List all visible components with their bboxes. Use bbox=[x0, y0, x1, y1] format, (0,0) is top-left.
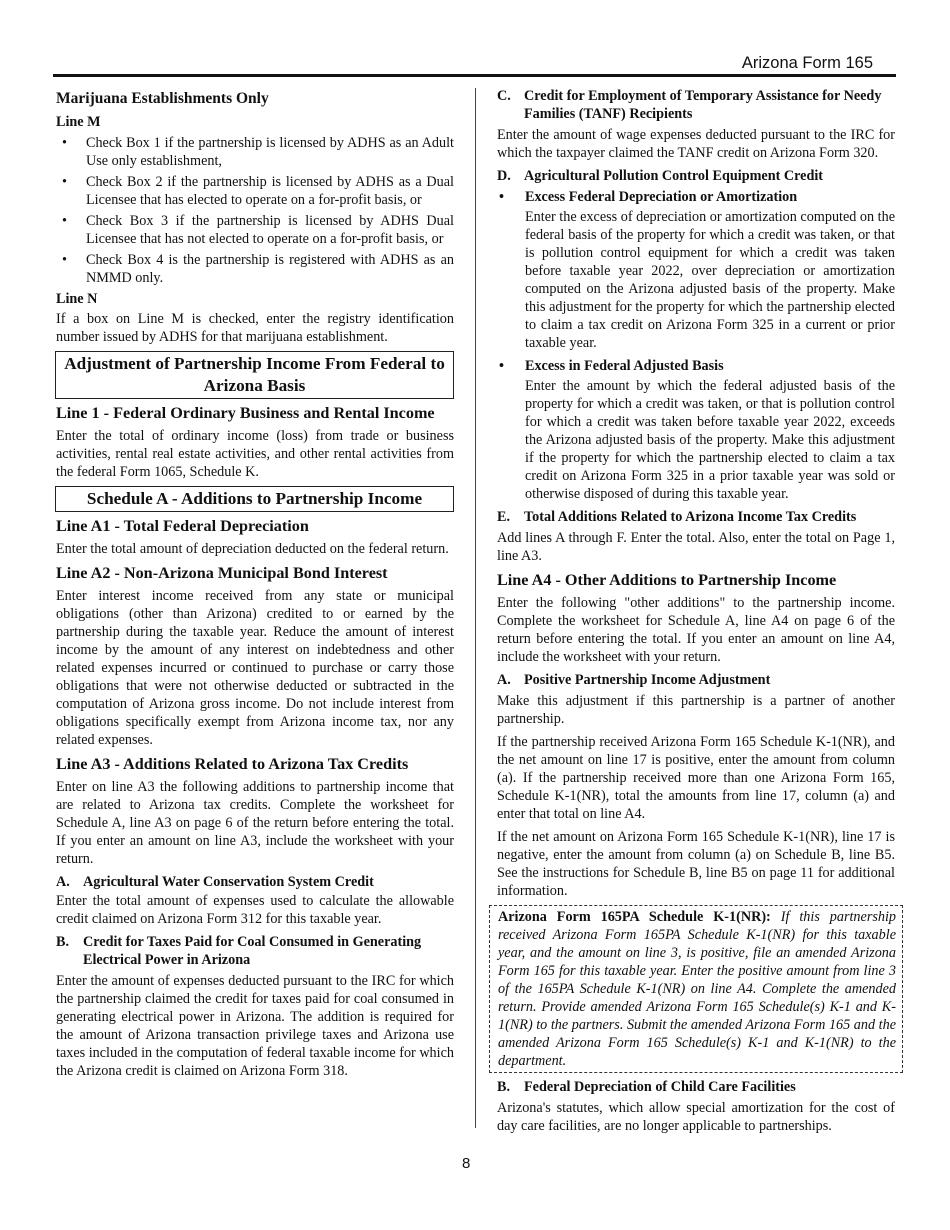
line-n-text: If a box on Line M is checked, enter the registry identification number issued by ADHS for that marijuana establishment. bbox=[56, 311, 454, 345]
line-n-heading: Line N bbox=[56, 291, 98, 307]
bullet-icon: • bbox=[499, 189, 504, 205]
item-b-text: Enter the amount of expenses deducted pursuant to the IRC for which the partnership claimed the credit for taxes paid for coal consumed in generating electrical power in Arizona. The addition is required for the amount of Arizona transaction privilege taxes and Arizona use taxes included in the computation of federal taxable income for which the Arizona credit is claimed on Arizona Form 318. bbox=[56, 973, 454, 1079]
a3-text: Enter on line A3 the following additions to partnership income that are related to Arizona tax credits. Complete the worksheet for Schedule A, line A3 on page 6 of the return before entering the total. If you enter an amount on line A3, include the worksheet with your return. bbox=[56, 779, 454, 867]
item-a-text: Enter the total amount of expenses used to calculate the allowable credit claimed on Arizona Form 312 for this taxable year. bbox=[56, 893, 454, 927]
item-e-heading: E. Total Additions Related to Arizona Income Tax Credits bbox=[497, 509, 857, 525]
a3-heading: Line A3 - Additions Related to Arizona Tax Credits bbox=[56, 755, 409, 773]
item-a-heading: A. Agricultural Water Conservation System Credit bbox=[56, 874, 374, 890]
ra-text-1: Make this adjustment if this partnership is a partner of another partnership. bbox=[497, 693, 895, 727]
list-item bbox=[56, 212, 454, 248]
header-rule bbox=[53, 74, 896, 77]
right-column bbox=[497, 87, 895, 1140]
a1-text: Enter the total amount of depreciation deducted on the federal return. bbox=[56, 541, 449, 557]
note-title: Arizona Form 165PA Schedule K-1(NR): bbox=[498, 909, 771, 925]
a4-text: Enter the following "other additions" to the partnership income. Complete the worksheet for Schedule A, line A4 on page 6 of the return before entering the total. If you enter an amount on line A4, include the worksheet with your return. bbox=[497, 595, 895, 665]
rb-text: Arizona's statutes, which allow special amortization for the cost of day care facilities, are no longer applicable to partnerships. bbox=[497, 1100, 895, 1134]
list-item bbox=[56, 134, 454, 170]
line1-heading: Line 1 - Federal Ordinary Business and Rental Income bbox=[56, 404, 435, 422]
d-bullet2-heading: • Excess in Federal Adjusted Basis bbox=[499, 358, 724, 374]
list-item-text: Check Box 2 if the partnership is licensed by ADHS as a Dual Licensee that has elected to operate on a for-profit basis, or bbox=[86, 174, 454, 208]
item-ra-heading: A. Positive Partnership Income Adjustment bbox=[497, 672, 771, 688]
item-b-heading: B. Credit for Taxes Paid for Coal Consumed in Generating Electrical Power in Arizona bbox=[56, 934, 422, 968]
list-item bbox=[56, 173, 454, 209]
page-number: 8 bbox=[462, 1155, 471, 1172]
bullet-icon: • bbox=[499, 358, 504, 374]
item-d-heading: D. Agricultural Pollution Control Equipment Credit bbox=[497, 168, 824, 184]
note-box bbox=[489, 905, 903, 1073]
item-c-text: Enter the amount of wage expenses deducted pursuant to the IRC for which the taxpayer claimed the TANF credit on Arizona Form 320. bbox=[497, 127, 895, 161]
bullet-icon: • bbox=[62, 135, 67, 151]
bullet-icon: • bbox=[62, 174, 67, 190]
list-item bbox=[56, 251, 454, 287]
d-bullet1-text: Enter the excess of depreciation or amortization computed on the federal basis of the property for which a credit was taken, or that is pollution control equipment for which a credit was taken before taxable year 2022, over depreciation or amortization computed on the Arizona adjusted basis of the property. Make this adjustment for the property for which the partnership elected to claim a tax credit on Arizona Form 325 in a current or prior taxable year. bbox=[525, 209, 895, 351]
adjustment-section-title: Adjustment of Partnership Income From Federal to Arizona Basis bbox=[55, 351, 454, 399]
note-text: If this partnership received Arizona Form 165PA Schedule K-1(NR) for this taxable year, and the amount on line 3, is positive, file an amended Arizona Form 165 for this taxable year. Enter the positive amount from line 3 of the 165PA Schedule K-1(NR) on line A4. Complete the amended return. Provide amended Arizona Form 165 Schedule(s) K-1 and K-1(NR) to the partners. Submit the amended Arizona Form 165 and the amended Arizona Form 165 Schedule(s) K-1 and K-1(NR) to the department. bbox=[498, 909, 896, 1069]
ra-text-2: If the partnership received Arizona Form 165 Schedule K-1(NR), and the net amount on line 17 is positive, enter the amount from column (a). If the partnership received more than one Arizona Form 165, Schedule K-1(NR), total the amounts from line 17, column (a) and enter that total on line A4. bbox=[497, 734, 895, 822]
bullet-icon: • bbox=[62, 252, 67, 268]
ra-text-3: If the net amount on Arizona Form 165 Schedule K-1(NR), line 17 is negative, enter the amount from column (a) on Schedule B, line B5. See the instructions for Schedule B, line B5 on page 11 for additional information. bbox=[497, 829, 895, 899]
d-bullet1-heading: • Excess Federal Depreciation or Amortization bbox=[499, 189, 798, 205]
item-e-text: Add lines A through F. Enter the total. Also, enter the total on Page 1, line A3. bbox=[497, 530, 895, 564]
item-c-heading: C. Credit for Employment of Temporary Assistance for Needy Families (TANF) Recipients bbox=[497, 88, 882, 122]
mj-heading: Marijuana Establishments Only bbox=[56, 90, 269, 107]
a4-heading: Line A4 - Other Additions to Partnership Income bbox=[497, 571, 837, 589]
item-rb-heading: B. Federal Depreciation of Child Care Facilities bbox=[497, 1079, 796, 1095]
list-item-text: Check Box 3 if the partnership is licensed by ADHS Dual Licensee that has not elected to operate on a for-profit basis, or bbox=[86, 213, 454, 247]
list-item-text: Check Box 1 if the partnership is licensed by ADHS as an Adult Use only establishment, bbox=[86, 135, 454, 169]
a2-heading: Line A2 - Non-Arizona Municipal Bond Interest bbox=[56, 564, 388, 582]
line-m-list bbox=[56, 134, 454, 287]
column-divider bbox=[475, 88, 476, 1128]
left-column bbox=[56, 87, 454, 1085]
a1-heading: Line A1 - Total Federal Depreciation bbox=[56, 517, 309, 535]
schedule-a-title: Schedule A - Additions to Partnership Income bbox=[55, 486, 454, 512]
list-item-text: Check Box 4 is the partnership is registered with ADHS as an NMMD only. bbox=[86, 252, 454, 286]
a2-text: Enter interest income received from any state or municipal obligations (other than Arizona) credited to or earned by the partnership during the taxable year. Reduce the amount of interest income by the amount of any interest on indebtedness and other related expenses incurred or continued to purchase or carry those obligations that were not otherwise deducted or subtracted in the computation of Arizona gross income. Do not include interest from obligations specifically exempt from Arizona income tax, nor any related expenses. bbox=[56, 588, 454, 748]
line1-text: Enter the total of ordinary income (loss) from trade or business activities, rental real estate activities, and other rental activities from the federal Form 1065, Schedule K. bbox=[56, 428, 454, 480]
form-title: Arizona Form 165 bbox=[741, 54, 873, 72]
bullet-icon: • bbox=[62, 213, 67, 229]
line-m-heading: Line M bbox=[56, 114, 101, 130]
d-bullet2-text: Enter the amount by which the federal adjusted basis of the property for which a credit was taken, or that is pollution control for which a credit was taken before taxable year 2022, exceeds the Arizona adjusted basis of the property. Make this adjustment if the property for which the partnership elected to claim a tax credit on Arizona Form 325 in a prior taxable year was sold or otherwise disposed of during this taxable year. bbox=[525, 378, 895, 502]
